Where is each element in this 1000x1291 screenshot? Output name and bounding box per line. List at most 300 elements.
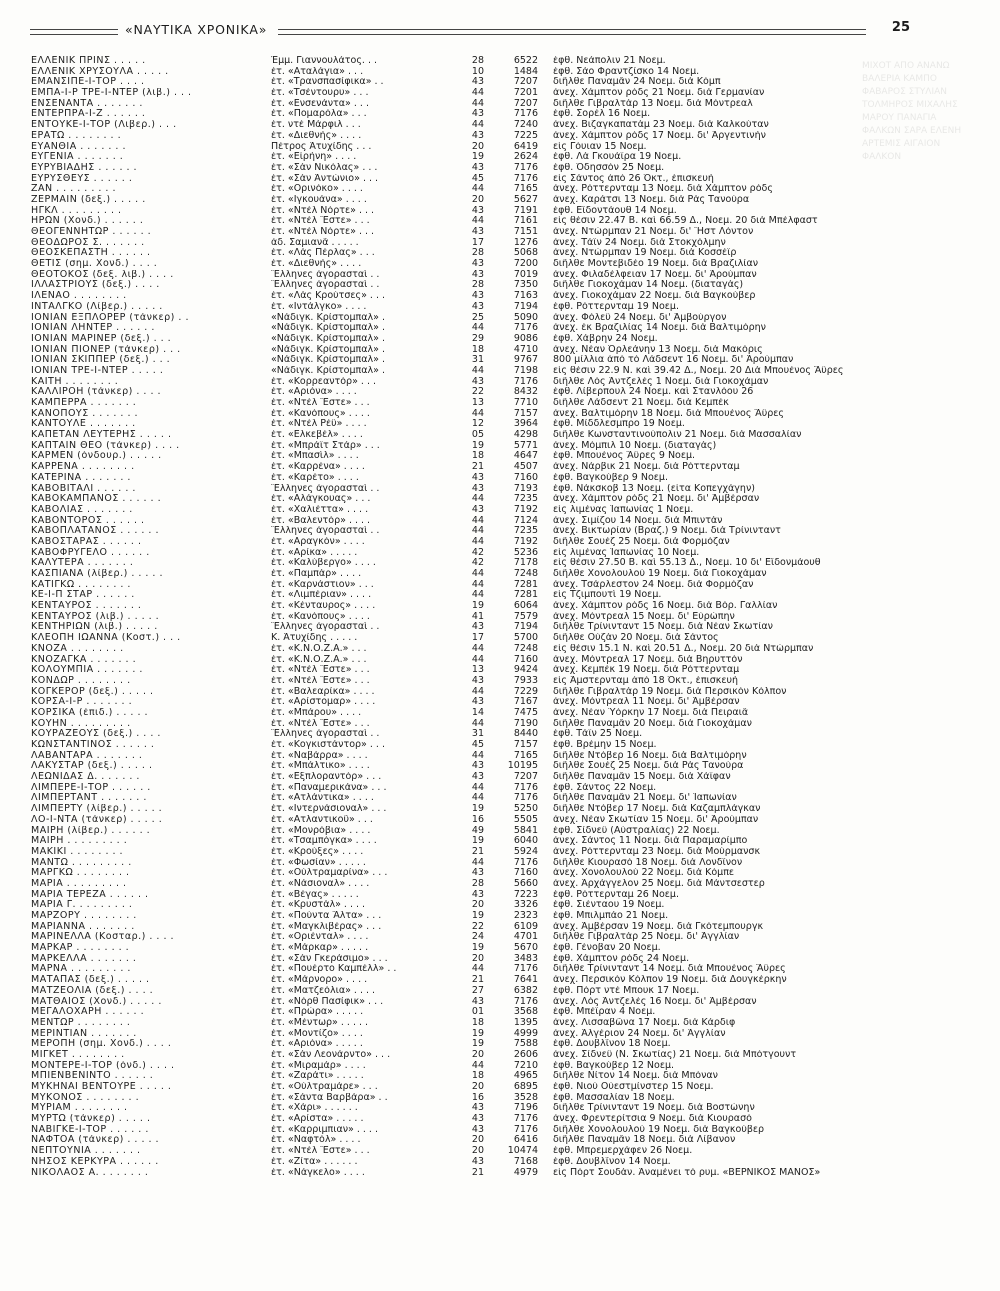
ship-tonnage-code: 19 (471, 152, 484, 163)
ship-tonnage: 5250 (513, 804, 538, 815)
ship-tonnage: 1395 (513, 1017, 538, 1028)
ship-position: διῆλθε Γιβραλτὰρ 19 Νοεμ. διὰ Περσικὸν Κόλπον (553, 686, 787, 697)
ship-position: ἐφθ. Δουβλῖνον 14 Νοεμ. (553, 1156, 671, 1167)
table-row (31, 494, 911, 505)
ship-tonnage: 6416 (513, 1135, 538, 1146)
ship-tonnage-code: 43 (471, 1103, 484, 1114)
ship-tonnage: 7176 (513, 996, 538, 1007)
ship-tonnage: 5236 (513, 547, 538, 558)
ship-agent: ἐτ. «Βαλεντὸρ» . . . . (271, 515, 371, 526)
table-row (31, 398, 911, 409)
table-row (31, 505, 911, 516)
ship-agent: ἐτ. «Καρριμπιαν» . . . . (271, 1124, 378, 1135)
magazine-title: «ΝΑΥΤΙΚΑ ΧΡΟΝΙΚΑ» (125, 22, 268, 37)
table-row (31, 131, 911, 142)
ship-positions-table (31, 56, 911, 1178)
ship-tonnage: 7192 (513, 536, 538, 547)
table-row (31, 259, 911, 270)
ship-name: ΜΠΙΕΝΒΕΝΙΝΤΟ . . . . . . (31, 1071, 154, 1082)
table-row (31, 1018, 911, 1029)
ship-tonnage-code: 18 (471, 344, 484, 355)
ship-name: ΚΟΛΟΥΜΠΙΑ . . . . . . . (31, 665, 143, 676)
ship-position: ἐφθ. Μπέϊραν 4 Νοεμ. (553, 1007, 656, 1018)
ship-name: ΙΟΝΙΑΝ ΠΙΟΝΕΡ (τάνκερ) . . . (31, 344, 181, 355)
ship-agent: ἐτ. «Μπάλτικο» . . . . (271, 761, 370, 772)
ship-tonnage: 7160 (513, 472, 538, 483)
ship-tonnage: 3964 (513, 419, 538, 430)
table-row (31, 975, 911, 986)
ship-tonnage-code: 44 (471, 88, 484, 99)
ship-tonnage: 7190 (513, 718, 538, 729)
ship-tonnage: 7167 (513, 697, 538, 708)
ship-position: ἀνεχ. Χάμπτον ρὸδς 17 Νοεμ. δι' Ἀργεντινὴν (553, 130, 766, 141)
ship-position: ἐφθ. Ρόττερνταμ 19 Νοεμ. (553, 301, 679, 312)
table-row (31, 964, 911, 975)
table-row (31, 569, 911, 580)
ship-agent: ἐτ. «Νὸρθ Πασίφικ» . . . (271, 996, 384, 1007)
ship-tonnage: 7248 (513, 569, 538, 579)
ship-position: ἐφθ. Χάμπτον ρὸδς 24 Νοεμ. (553, 953, 690, 964)
ship-name: ΜΙΓΚΕΤ . . . . . . . . (31, 1049, 125, 1060)
ship-name: ΝΙΚΟΛΑΟΣ Α. . . . . . . . (31, 1167, 149, 1178)
ship-position: ἀνεχ. Μόντρεαλ 17 Νοεμ. διὰ Βηρυττὸν (553, 654, 743, 665)
ship-tonnage: 7176 (513, 1124, 538, 1135)
ship-agent: ἐτ. «Λὰς Κρούτσες» . . . (271, 291, 386, 302)
ship-tonnage: 7235 (513, 494, 538, 505)
ship-agent: ἐτ. «Αριόνα» . . . . (271, 387, 357, 398)
ship-tonnage-code: 43 (471, 376, 484, 387)
ship-name: ΙΟΝΙΑΝ ΤΡΕ-Ι-ΝΤΕΡ . . . . . (31, 365, 164, 376)
ship-tonnage-code: 43 (471, 1124, 484, 1135)
ship-agent: ἐτ. «Ντὲλ Ἔστε» . . . (271, 665, 370, 676)
ship-tonnage: 5924 (513, 846, 538, 857)
ship-agent: ἐτ. «Ντὲλ Νόρτε» . . . (271, 205, 375, 216)
ship-name: ΚΑΡΡΕΝΑ . . . . . . . . (31, 462, 135, 473)
ship-position: ἀνεχ. Βιζαγκαπατὰμ 23 Νοεμ. διὰ Καλκούταν (553, 120, 769, 131)
ship-tonnage: 7176 (513, 793, 538, 804)
ship-tonnage: 5627 (513, 194, 538, 205)
ship-position: διῆλθε Ντόβερ 17 Νοεμ. διὰ Καζαμπλάγκαν (553, 804, 761, 815)
ship-position: διῆλθε Τρίνινταντ 14 Νοεμ. διὰ Μπουένος Ἄϋρες (553, 964, 786, 975)
ship-name: ΚΝΟΖΑΓΚΑ . . . . . . . (31, 654, 137, 665)
ship-name: ΜΑΡΙΝΕΛΛΑ (Κοσταρ.) . . . . (31, 932, 175, 943)
ship-position: ἀνεχ. Φόλεϋ 24 Νοεμ. δι' Ἀμβούργον (553, 312, 727, 323)
ship-name: ΛΙΜΠΕΡΤΑΝΤ . . . . . . . (31, 793, 147, 804)
table-row (31, 377, 911, 388)
ship-name: ΕΝΤΟΥΚΕ-Ι-ΤΟΡ (Λιβερ.) . . . (31, 120, 177, 131)
ship-tonnage: 4298 (513, 430, 538, 441)
table-row (31, 1007, 911, 1018)
ship-agent: ἐτ. «Λὰς Πέρλας» . . . (271, 248, 375, 259)
ship-name: ΗΡΩΝ (Χονδ.) . . . . . . (31, 216, 144, 227)
ship-name: ΚΑΜΠΕΡΡΑ . . . . . . . (31, 398, 137, 408)
ship-tonnage-code: 20 (471, 900, 484, 911)
ship-tonnage: 7165 (513, 184, 538, 195)
ship-tonnage: 7151 (513, 227, 538, 237)
ship-tonnage-code: 43 (471, 622, 484, 633)
ship-tonnage: 4647 (513, 451, 538, 462)
ship-tonnage-code: 14 (471, 707, 484, 718)
ship-position: ἀνεχ. ἐκ Βραζιλίας 14 Νοεμ. διὰ Βαλτιμόρην (553, 323, 766, 334)
ship-tonnage-code: 41 (471, 611, 484, 622)
ship-agent: ἐτ. «Κογκιστάντορ» . . . (271, 740, 385, 750)
ship-agent: ἐτ. «Ιντερνάσιοναλ» . . . (271, 804, 387, 815)
ship-tonnage-code: 21 (471, 846, 484, 857)
ship-position: διῆλθε Λάδσεντ 21 Νοεμ. διὰ Κεμπὲκ (553, 398, 729, 408)
ship-tonnage-code: 27 (471, 985, 484, 996)
ship-tonnage: 7163 (513, 291, 538, 302)
ship-tonnage: 5505 (513, 814, 538, 825)
ship-tonnage-code: 43 (471, 205, 484, 216)
ship-tonnage: 7201 (513, 88, 538, 99)
table-row (31, 719, 911, 730)
ship-tonnage-code: 43 (471, 227, 484, 237)
ship-position: ἀνεχ. Τάϊν 24 Νοεμ. διὰ Στοκχόλμην (553, 237, 726, 248)
ship-position: ἀνεχ. Περσικὸν Κόλπον 19 Νοεμ. διὰ Δουγκέρκην (553, 975, 787, 986)
ship-agent: ἐτ. «Ελκεβέλ» . . . . (271, 430, 363, 441)
bleed-through-text: ΜΙΧΟΤ ΑΠΟ ΑΝΑΝΩ ΒΑΛΕΡΙΑ ΚΑΜΠΟ ΦΑΒΑΡΟΣ ΣΤΥΛΙΑΝ ΤΟΛΜΗΡΟΣ ΜΙΧΑΛΗΣ ΜΑΡΟΥ ΠΑΝΑΓΙΑ ΦΑΛΚΩΝ ΣΑΡΑ ΕΛΕΝΗ ΑΡΤΕΜΙΣ ΑΙΓΑΙΟΝ ΦΑΛΚΟΝ (862, 61, 962, 162)
ship-tonnage: 7193 (513, 483, 538, 494)
table-row (31, 601, 911, 612)
ship-tonnage: 7124 (513, 515, 538, 526)
ship-tonnage: 9767 (513, 355, 538, 366)
ship-name: ΚΑΒΟΚΑΜΠΑΝΟΣ . . . . . . (31, 494, 162, 505)
ship-name: ΚΑΛΥΤΕΡΑ . . . . . . . (31, 558, 134, 569)
ship-tonnage-code: 44 (471, 857, 484, 868)
ship-position: ἀνεχ. Βικτωρίαν (Βραζ.) 9 Νοεμ. διὰ Τρίνινταντ (553, 526, 781, 537)
table-row (31, 783, 911, 794)
table-row (31, 142, 911, 153)
ship-tonnage-code: 44 (471, 1060, 484, 1071)
ship-agent: ἐτ. «Ζαράτι» . . . . . (271, 1071, 364, 1082)
ship-position: ἀνεχ. Τσάρλεστον 24 Νοεμ. διὰ Φορμόζαν (553, 579, 754, 590)
ship-position: εἰς θέσιν 22.9 Ν. καὶ 39.42 Δ., Νοεμ. 20 Διὰ Μπουένος Ἄϋρες (553, 365, 844, 376)
ship-agent: «Νάδιγκ. Κρίστομπαλ» . (271, 365, 385, 376)
ship-tonnage: 4965 (513, 1071, 538, 1082)
ship-agent: ἐτ. «Βέγας» . . . . . (271, 889, 359, 900)
ship-tonnage: 7588 (513, 1039, 538, 1050)
ship-name: ΕΛΛΕΝΙΚ ΠΡΙΝΣ . . . . . (31, 56, 146, 66)
ship-position: ἀνεχ. Χονολουλοὺ 22 Νοεμ. διὰ Κόμπε (553, 868, 735, 879)
ship-tonnage-code: 43 (471, 77, 484, 88)
ship-tonnage-code: 10 (471, 66, 484, 77)
ship-agent: ἐτ. «Ναβάρρα» . . . . (271, 750, 368, 761)
table-row (31, 430, 911, 441)
ship-name: ΕΥΑΝΘΙΑ . . . . . . . (31, 141, 126, 152)
ship-tonnage-code: 43 (471, 1156, 484, 1167)
ship-tonnage-code: 44 (471, 408, 484, 419)
table-row (31, 858, 911, 869)
ship-position: διῆλθε Κωνσταντινούπολιν 21 Νοεμ. διὰ Μασσαλίαν (553, 430, 802, 441)
ship-agent: Ἕλληνες ἀγορασταὶ . . (271, 483, 380, 494)
ship-agent: ἐτ. «Κρυστὰλ» . . . . (271, 900, 366, 911)
ship-name: ΚΛΕΟΠΗ ΙΩΑΝΝΑ (Κοστ.) . . . (31, 633, 181, 644)
ship-agent: Πέτρος Ἀτυχίδης . . . (271, 141, 372, 152)
table-row (31, 1103, 911, 1114)
ship-agent: ἐτ. «Ντὲλ Ρέϋ» . . . . (271, 419, 367, 430)
ship-position: ἀνεχ. Νάρβικ 21 Νοεμ. διὰ Ρόττερνταμ (553, 462, 740, 473)
ship-position: διῆλθε Λὸς Ἀντζελὲς 1 Νοεμ. διὰ Γιοκοχάμαν (553, 376, 769, 387)
ship-name: ΚΑΠΤΑΙΝ ΘΕΟ (τάνκερ) . . . . (31, 440, 180, 451)
ship-name: ΚΑΠΕΤΑΝ ΛΕΥΤΕΡΗΣ . . . . . (31, 430, 172, 441)
ship-tonnage: 5068 (513, 248, 538, 259)
header-rule-left (30, 29, 118, 35)
table-row (31, 419, 911, 430)
ship-tonnage: 7281 (513, 590, 538, 601)
ship-name: ΜΕΡΟΠΗ (σημ. Χονδ.) . . . . (31, 1039, 172, 1050)
ship-agent: ἐτ. «Σὰν Λεονάρντο» . . . (271, 1049, 391, 1060)
ship-tonnage: 7178 (513, 558, 538, 569)
ship-position: διῆλθε Γιβραλτὰρ 13 Νοεμ. διὰ Μόντρεαλ (553, 98, 753, 109)
ship-name: ΘΕΤΙΣ (σημ. Χονδ.) . . . . (31, 259, 158, 270)
ship-position: διῆλθε Τρίνινταντ 19 Νοεμ. διὰ Βοστώνην (553, 1103, 755, 1114)
ship-tonnage: 7350 (513, 280, 538, 291)
ship-tonnage-code: 28 (471, 248, 484, 259)
ship-position: ἀνεχ. Γιοκοχάμαν 22 Νοεμ. διὰ Βαγκούβερ (553, 291, 756, 302)
table-row (31, 687, 911, 698)
table-row (31, 644, 911, 655)
ship-tonnage-code: 45 (471, 173, 484, 184)
ship-position: διῆλθε Τρίνινταντ 15 Νοεμ. διὰ Νέαν Σκωτίαν (553, 622, 773, 633)
table-row (31, 997, 911, 1008)
table-row (31, 313, 911, 324)
ship-agent: ἐτ. «Εἰρήνη» . . . . (271, 152, 357, 163)
ship-tonnage-code: 22 (471, 387, 484, 398)
ship-tonnage-code: 43 (471, 772, 484, 783)
ship-name: ΚΝΟΖΑ . . . . . . . . (31, 643, 124, 654)
ship-position: διῆλθε Κιουρασὸ 18 Νοεμ. διὰ Λονδῖνον (553, 857, 743, 868)
ship-tonnage: 7641 (513, 975, 538, 986)
ship-agent: ἐτ. «Διεθνής» . . . . (271, 130, 362, 141)
ship-tonnage-code: 12 (471, 419, 484, 430)
ship-tonnage: 7248 (513, 643, 538, 654)
ship-position: ἀνεχ. Φιλαδέλφειαν 17 Νοεμ. δι' Ἀρούμπαν (553, 269, 757, 280)
ship-agent: Έμμ. Γιαννουλάτος. . . (271, 56, 377, 66)
ship-tonnage-code: 20 (471, 1135, 484, 1146)
ship-position: ἀνεχ. Ντώρμπαν 21 Νοεμ. δι' Ἤστ Λόντον (553, 227, 754, 237)
ship-agent: ἐτ. «Διεθνής» . . . . (271, 259, 362, 270)
ship-agent: ἐτ. «Αριόνα» . . . . . (271, 1039, 363, 1050)
ship-tonnage-code: 05 (471, 430, 484, 441)
ship-name: ΙΟΝΙΑΝ ΣΚΙΠΠΕΡ (δεξ.) . . . (31, 355, 171, 366)
ship-tonnage-code: 44 (471, 750, 484, 761)
ship-tonnage-code: 19 (471, 836, 484, 847)
ship-agent: ἐτ. «Παμπὰρ» . . . . (271, 569, 362, 579)
table-row (31, 238, 911, 249)
table-row (31, 665, 911, 676)
ship-agent: ἐτ. «Οριένταλ» . . . . (271, 932, 369, 943)
ship-name: ΜΑΚΙΚΙ . . . . . . . . (31, 846, 124, 857)
ship-tonnage: 7176 (513, 857, 538, 868)
ship-agent: ἐτ. «Κρούξες» . . . . (271, 846, 364, 857)
ship-tonnage: 10195 (507, 761, 538, 772)
ship-name: ΜΑΡΙΑ . . . . . . . . . (31, 878, 127, 889)
ship-position: ἀνεχ. Νέαν Ὑόρκην 17 Νοεμ. διὰ Πειραιᾶ (553, 707, 749, 718)
ship-agent: ἐτ. «Ναφτὸλ» . . . . (271, 1135, 361, 1146)
ship-position: διῆλθε Παναμᾶν 15 Νοεμ. διὰ Χάϊφαν (553, 772, 731, 783)
ship-tonnage: 7168 (513, 1156, 538, 1167)
table-row (31, 334, 911, 345)
table-row (31, 1114, 911, 1125)
ship-name: ΖΕΡΜΑΙΝ (δεξ.) . . . . . (31, 194, 146, 205)
ship-name: ΚΟΡΣΑ-Ι-Ρ . . . . . . . (31, 697, 133, 708)
ship-tonnage: 7176 (513, 376, 538, 387)
table-row (31, 302, 911, 313)
ship-agent: ἐτ. «Σὰν Γκεράσιμο» . . . (271, 953, 388, 964)
table-row (31, 740, 911, 751)
ship-tonnage-code: 19 (471, 943, 484, 954)
ship-tonnage-code: 19 (471, 440, 484, 451)
ship-name: ΜΑΡΓΚΩ . . . . . . . . (31, 868, 130, 879)
table-row (31, 622, 911, 633)
ship-position: διῆλθε Μοντεβιδέο 19 Νοεμ. διὰ Βραζιλίαν (553, 259, 759, 270)
ship-position: εἰς λιμένας Ἰαπωνίας 10 Νοεμ. (553, 547, 700, 558)
ship-position: ἀνεχ. Χάμπτον ρὸδς 21 Νοεμ. διὰ Γερμανίαν (553, 88, 765, 99)
ship-name: ΜΑΙΡΗ (λίβερ.) . . . . . . (31, 825, 151, 836)
ship-name: ΜΑΡΙΑ Γ. . . . . . . . . (31, 900, 133, 911)
ship-tonnage-code: 18 (471, 1017, 484, 1028)
ship-name: ΕΥΓΕΝΙΑ . . . . . . . (31, 152, 124, 163)
ship-agent: ἐτ. «Παναμερικάνα» . . . (271, 782, 387, 793)
table-row (31, 88, 911, 99)
ship-tonnage: 6419 (513, 141, 538, 152)
ship-agent: ἐτ. «Χαλιέττα» . . . . (271, 504, 369, 515)
ship-agent: ἐτ. «Σὰν Ἀντώνιο» . . . (271, 173, 379, 184)
ship-agent: ἐτ. «Μιραμάρ» . . . . (271, 1060, 366, 1071)
ship-position: διῆλθε Ντόβερ 16 Νοεμ. διὰ Βαλτιμόρην (553, 750, 747, 761)
ship-tonnage-code: 43 (471, 109, 484, 120)
ship-tonnage: 4710 (513, 344, 538, 355)
ship-tonnage-code: 19 (471, 1028, 484, 1039)
ship-agent: ἀδ. Σαμιανᾶ . . . . . (271, 237, 359, 248)
ship-agent: ἐτ. «Ενσενάντα» . . . (271, 98, 369, 109)
ship-tonnage-code: 29 (471, 333, 484, 344)
ship-tonnage: 7225 (513, 130, 538, 141)
ship-agent: «Νάδιγκ. Κρίστομπαλ» . (271, 344, 385, 355)
table-row (31, 526, 911, 537)
ship-name: ΚΟΥΡΑΖΕΟΥΣ (δεξ.) . . . . (31, 729, 161, 740)
ship-agent: ἐτ. «Ζίτα» . . . . . . (271, 1156, 358, 1167)
ship-agent: ἐτ. «Ορινόκο» . . . . (271, 184, 363, 195)
ship-position: ἐφθ. Τάϊν 25 Νοεμ. (553, 729, 643, 740)
ship-tonnage-code: 43 (471, 291, 484, 302)
ship-tonnage-code: 44 (471, 654, 484, 665)
ship-tonnage-code: 16 (471, 814, 484, 825)
ship-tonnage-code: 44 (471, 120, 484, 131)
ship-position: εἰς θέσιν 22.47 Β. καὶ 66.59 Δ., Νοεμ. 20 διὰ Μπέλφαστ (553, 216, 818, 227)
table-row (31, 441, 911, 452)
ship-name: ΗΓΚΛ . . . . . . . . . (31, 205, 122, 216)
ship-name: ΚΑΝΤΟΥΛΕ . . . . . . . (31, 419, 136, 430)
table-row (31, 815, 911, 826)
ship-agent: ἐτ. «Μαγκλιβέρας» . . . (271, 921, 382, 932)
ship-agent: ἐτ. «Τσέντουρυ» . . . (271, 88, 369, 99)
table-row (31, 174, 911, 185)
table-row (31, 1168, 911, 1179)
table-row (31, 280, 911, 291)
ship-position: εἰς θέσιν 15.1 Ν. καὶ 20.51 Δ., Νοεμ. 20 διὰ Ντώρμπαν (553, 643, 814, 654)
ship-tonnage: 6522 (513, 56, 538, 66)
ship-agent: ἐτ. «Νάγκελο» . . . . (271, 1167, 365, 1178)
ship-name: ΜΕΝΤΩΡ . . . . . . . . (31, 1017, 131, 1028)
ship-tonnage-code: 44 (471, 569, 484, 579)
ship-tonnage-code: 43 (471, 889, 484, 900)
ship-tonnage-code: 20 (471, 1146, 484, 1157)
ship-position: ἀνεχ. Σάντος 11 Νοεμ. διὰ Παραμαρίμπο (553, 836, 748, 847)
ship-tonnage-code: 01 (471, 1007, 484, 1018)
ship-tonnage-code: 31 (471, 729, 484, 740)
ship-tonnage: 7176 (513, 109, 538, 120)
ship-tonnage: 5090 (513, 312, 538, 323)
ship-tonnage: 7281 (513, 579, 538, 590)
ship-tonnage-code: 44 (471, 686, 484, 697)
ship-agent: ἐτ. «Κ.Ν.Ο.Ζ.Α.» . . . (271, 654, 367, 665)
ship-position: διῆλθε Νίτον 14 Νοεμ. διὰ Μπόναν (553, 1071, 718, 1082)
ship-agent: ἐτ. «Ατλαντικοῦ» . . . (271, 814, 373, 825)
ship-name: ΘΕΟΔΩΡΟΣ Σ. . . . . . . (31, 237, 145, 248)
ship-position: ἀνεχ. Μόμπιλ 10 Νοεμ. (διαταγὰς) (553, 440, 717, 451)
ship-tonnage: 7176 (513, 323, 538, 334)
table-row (31, 697, 911, 708)
ship-tonnage: 7194 (513, 622, 538, 633)
ship-position: ἐφθ. Σορέλ 16 Νοεμ. (553, 109, 651, 120)
table-row (31, 911, 911, 922)
ship-name: ΜΑΡΙΑ ΤΕΡΕΖΑ . . . . . . (31, 889, 149, 900)
ship-name: ΚΑΤΙΓΚΩ . . . . . . . . (31, 579, 131, 590)
ship-tonnage: 7207 (513, 98, 538, 109)
table-row (31, 227, 911, 238)
ship-name: ΚΕΝΤΑΥΡΟΣ (λιβ.) . . . . . (31, 611, 160, 622)
table-row (31, 484, 911, 495)
ship-name: ΝΗΣΟΣ ΚΕΡΚΥΡΑ . . . . . . (31, 1156, 159, 1167)
ship-tonnage: 7475 (513, 707, 538, 718)
table-row (31, 729, 911, 740)
ship-position: ἐφθ. Μίδδλεσμπρο 19 Νοεμ. (553, 419, 685, 430)
ship-position: εἰς θέσιν 27.50 Β. καὶ 55.13 Δ., Νοεμ. 10 δι' Εἴδονμάουθ (553, 558, 821, 569)
ship-name: ΚΑΣΠΙΑΝΑ (λίβερ.) . . . . . (31, 569, 163, 579)
ship-position: ἀνεχ. Σίδνεϋ (Ν. Σκωτίας) 21 Νοεμ. διὰ Μπότγουντ (553, 1049, 797, 1060)
ship-tonnage-code: 44 (471, 536, 484, 547)
ship-position: 800 μίλλια ἀπὸ τὸ Λάδσεντ 16 Νοεμ. δι' Ἀρούμπαν (553, 355, 794, 366)
ship-agent: ἐτ. «Καρνάστιον» . . . (271, 579, 374, 590)
ship-tonnage-code: 43 (471, 675, 484, 686)
ship-tonnage-code: 25 (471, 312, 484, 323)
ship-tonnage: 3326 (513, 900, 538, 911)
ship-tonnage-code: 44 (471, 365, 484, 376)
ship-name: ΚΑΝΟΠΟΥΣ . . . . . . . (31, 408, 139, 419)
ship-position: ἀνεχ. Φρεντερίτσια 9 Νοεμ. διὰ Κιουρασὸ (553, 1114, 752, 1125)
ship-agent: ἐτ. «Ντὲλ Ἔστε» . . . (271, 398, 370, 408)
ship-name: ΜΥΚΗΝΑΙ ΒΕΝΤΟΥΡΕ . . . . . (31, 1082, 172, 1092)
ship-agent: ἐτ. «Οὐλτραμαρίνα» . . . (271, 868, 388, 879)
ship-tonnage-code: 20 (471, 194, 484, 205)
ship-agent: ἐτ. «Σὰν Νικόλας» . . . (271, 162, 378, 173)
ship-agent: ἐτ. «Μπασὶλ» . . . . (271, 451, 359, 462)
ship-tonnage: 7157 (513, 740, 538, 750)
ship-position: ἀνεχ. Χάμπτον ρὸδς 21 Νοεμ. δι' Ἀμβέρσαν (553, 494, 760, 505)
ship-name: ΕΜΑΝΣΙΠΕ-Ι-ΤΟΡ . . . . (31, 77, 145, 88)
table-row (31, 152, 911, 163)
ship-tonnage-code: 44 (471, 579, 484, 590)
ship-agent: Κ. Ἀτυχίδης . . . . . (271, 633, 358, 644)
ship-tonnage-code: 44 (471, 590, 484, 601)
ship-agent: ἐτ. «Ματζεόλια» . . . . (271, 985, 376, 996)
table-row (31, 922, 911, 933)
ship-agent: ἐτ. «Φωσίαν» . . . . . (271, 857, 366, 868)
ship-tonnage: 4979 (513, 1167, 538, 1178)
ship-position: διῆλθε Γιοκοχάμαν 14 Νοεμ. (διαταγὰς) (553, 280, 744, 291)
ship-agent: ἐτ. «Καρρένα» . . . . (271, 462, 365, 473)
